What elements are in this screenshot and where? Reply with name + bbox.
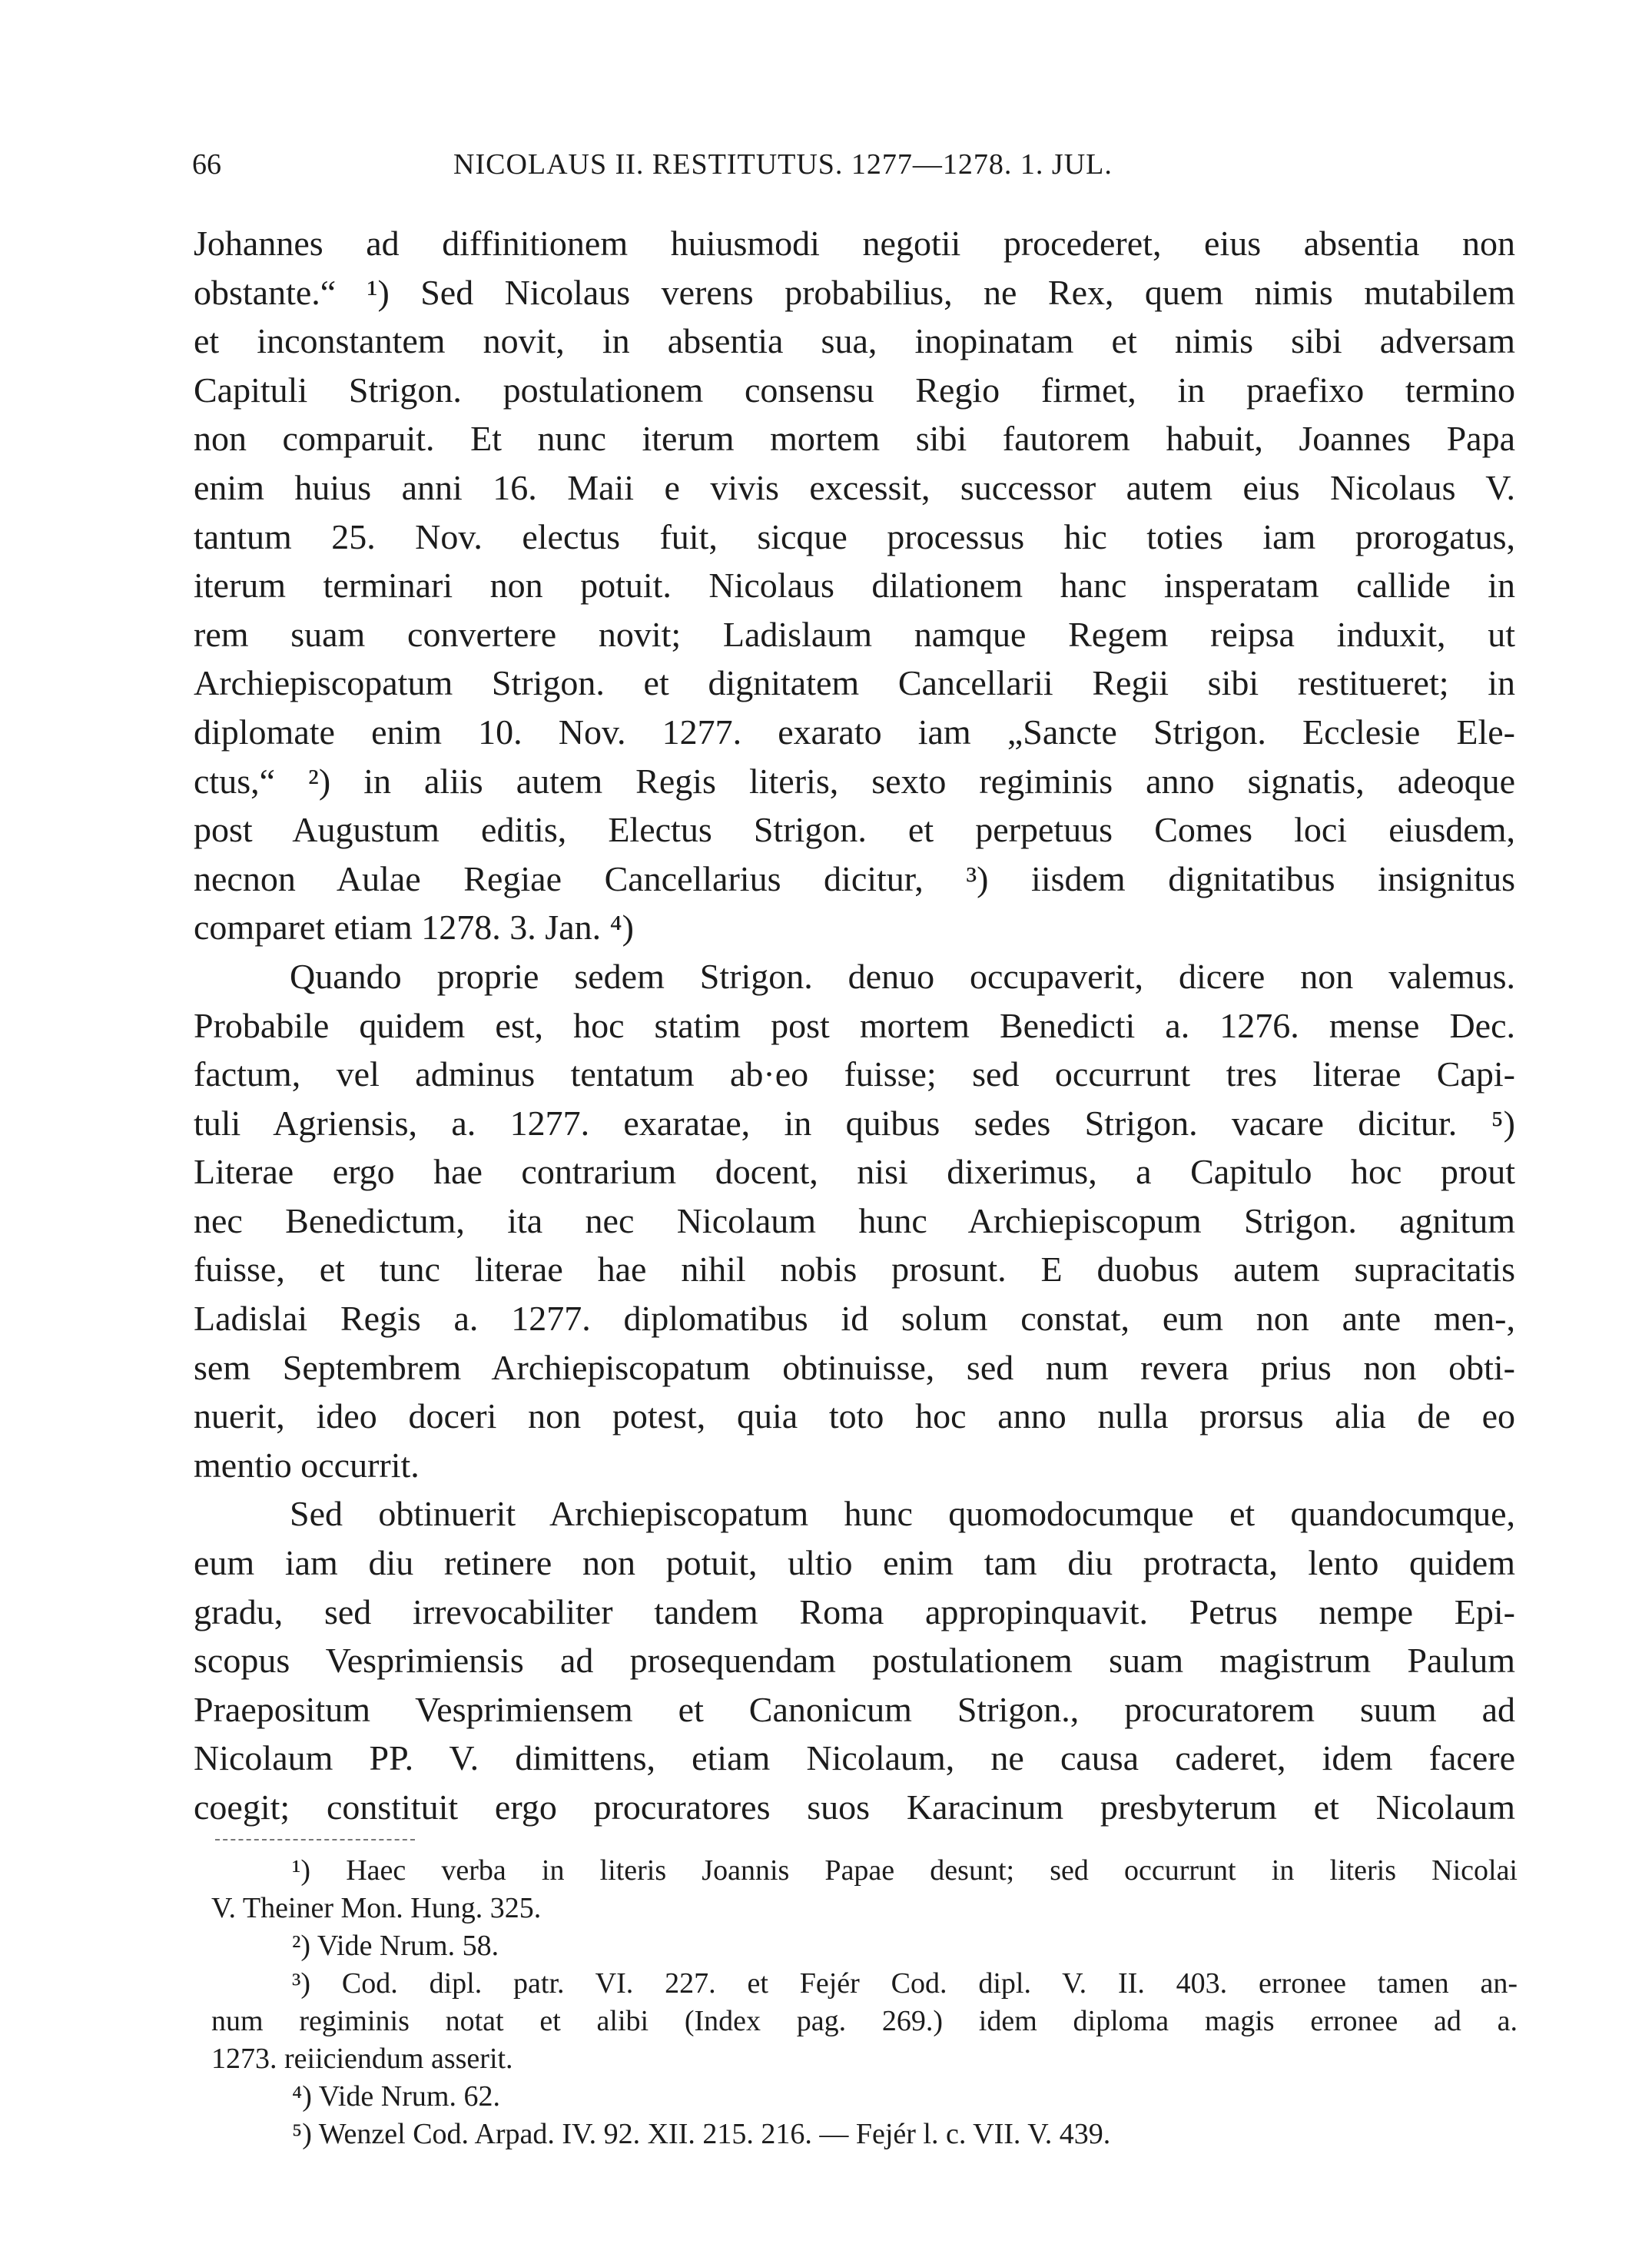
text-line: iterum terminari non potuit. Nicolaus dilationem hanc insperatam callide in <box>194 566 1515 606</box>
footnote-line: ³) Cod. dipl. patr. VI. 227. et Fejér Cod. dipl. V. II. 403. erronee tamen an- <box>292 1967 1518 2000</box>
text-line: rem suam convertere novit; Ladislaum namque Regem reipsa induxit, ut <box>194 614 1515 654</box>
text-line: ctus,“ ²) in aliis autem Regis literis, sexto regiminis anno signatis, adeoque <box>194 761 1515 801</box>
text-line: coegit; constituit ergo procuratores suos Karacinum presbyterum et Nicolaum <box>194 1787 1515 1827</box>
text-line: comparet etiam 1278. 3. Jan. ⁴) <box>194 908 634 948</box>
footnote-line: 1273. reiiciendum asserit. <box>211 2043 513 2075</box>
text-line: non comparuit. Et nunc iterum mortem sibi fautorem habuit, Joannes Papa <box>194 419 1515 459</box>
text-line: Johannes ad diffinitionem huiusmodi negotii procederet, eius absentia non <box>194 224 1515 263</box>
footnote-line: V. Theiner Mon. Hung. 325. <box>211 1892 542 1924</box>
text-line: mentio occurrit. <box>194 1445 420 1485</box>
text-line: gradu, sed irrevocabiliter tandem Roma appropinquavit. Petrus nempe Epi- <box>194 1592 1515 1631</box>
page-number: 66 <box>192 148 221 181</box>
text-line: obstante.“ ¹) Sed Nicolaus verens probabilius, ne Rex, quem nimis mutabilem <box>194 272 1515 312</box>
text-line: Ladislai Regis a. 1277. diplomatibus id solum constat, eum non ante men-, <box>194 1299 1515 1339</box>
text-line: nec Benedictum, ita nec Nicolaum hunc Archiepiscopum Strigon. agnitum <box>194 1200 1515 1240</box>
footnote-line: ²) Vide Nrum. 58. <box>292 1930 499 1962</box>
text-line: nuerit, ideo doceri non potest, quia toto hoc anno nulla prorsus alia de eo <box>194 1396 1515 1436</box>
text-line: Sed obtinuerit Archiepiscopatum hunc quomodocumque et quandocumque, <box>290 1494 1515 1534</box>
main-text <box>194 219 1515 1832</box>
footnote-line: ¹) Haec verba in literis Joannis Papae desunt; sed occurrunt in literis Nicolai <box>292 1854 1518 1887</box>
footnote-line: ⁵) Wenzel Cod. Arpad. IV. 92. XII. 215. 216. — Fejér l. c. VII. V. 439. <box>292 2118 1111 2150</box>
text-line: Quando proprie sedem Strigon. denuo occupaverit, dicere non valemus. <box>290 956 1515 996</box>
text-line: scopus Vesprimiensis ad prosequendam postulationem suam magistrum Paulum <box>194 1641 1515 1681</box>
footnote-line: num regiminis notat et alibi (Index pag. 269.) idem diploma magis erronee ad a. <box>211 2005 1518 2037</box>
text-line: tuli Agriensis, a. 1277. exaratae, in quibus sedes Strigon. vacare dicitur. ⁵) <box>194 1103 1515 1143</box>
text-line: Nicolaum PP. V. dimittens, etiam Nicolaum, ne causa caderet, idem facere <box>194 1738 1515 1778</box>
text-line: diplomate enim 10. Nov. 1277. exarato iam „Sancte Strigon. Ecclesie Ele- <box>194 712 1515 752</box>
text-line: eum iam diu retinere non potuit, ultio enim tam diu protracta, lento quidem <box>194 1543 1515 1583</box>
text-line: factum, vel adminus tentatum ab·eo fuisse; sed occurrunt tres literae Capi- <box>194 1054 1515 1094</box>
text-line: post Augustum editis, Electus Strigon. et perpetuus Comes loci eiusdem, <box>194 810 1515 850</box>
text-line: Praepositum Vesprimiensem et Canonicum Strigon., procuratorem suum ad <box>194 1689 1515 1729</box>
text-line: necnon Aulae Regiae Cancellarius dicitur, ³) iisdem dignitatibus insignitus <box>194 858 1515 898</box>
footnote-divider <box>215 1839 415 1840</box>
text-line: sem Septembrem Archiepiscopatum obtinuisse, sed num revera prius non obti- <box>194 1347 1515 1387</box>
text-line: et inconstantem novit, in absentia sua, inopinatam et nimis sibi adversam <box>194 321 1515 361</box>
text-line: Literae ergo hae contrarium docent, nisi dixerimus, a Capitulo hoc prout <box>194 1152 1515 1192</box>
text-line: tantum 25. Nov. electus fuit, sicque processus hic toties iam prorogatus, <box>194 516 1515 556</box>
page-header <box>192 148 1506 194</box>
running-head: NICOLAUS II. RESTITUTUS. 1277—1278. 1. JUL. <box>453 148 1113 181</box>
text-line: Archiepiscopatum Strigon. et dignitatem Cancellarii Regii sibi restitueret; in <box>194 663 1515 703</box>
text-line: enim huius anni 16. Maii e vivis excessit, successor autem eius Nicolaus V. <box>194 467 1515 507</box>
text-line: Probabile quidem est, hoc statim post mortem Benedicti a. 1276. mense Dec. <box>194 1005 1515 1045</box>
text-line: fuisse, et tunc literae hae nihil nobis prosunt. E duobus autem supracitatis <box>194 1250 1515 1290</box>
footnotes <box>211 1852 1518 2153</box>
footnote-line: ⁴) Vide Nrum. 62. <box>292 2080 500 2113</box>
text-line: Capituli Strigon. postulationem consensu Regio firmet, in praefixo termino <box>194 370 1515 410</box>
